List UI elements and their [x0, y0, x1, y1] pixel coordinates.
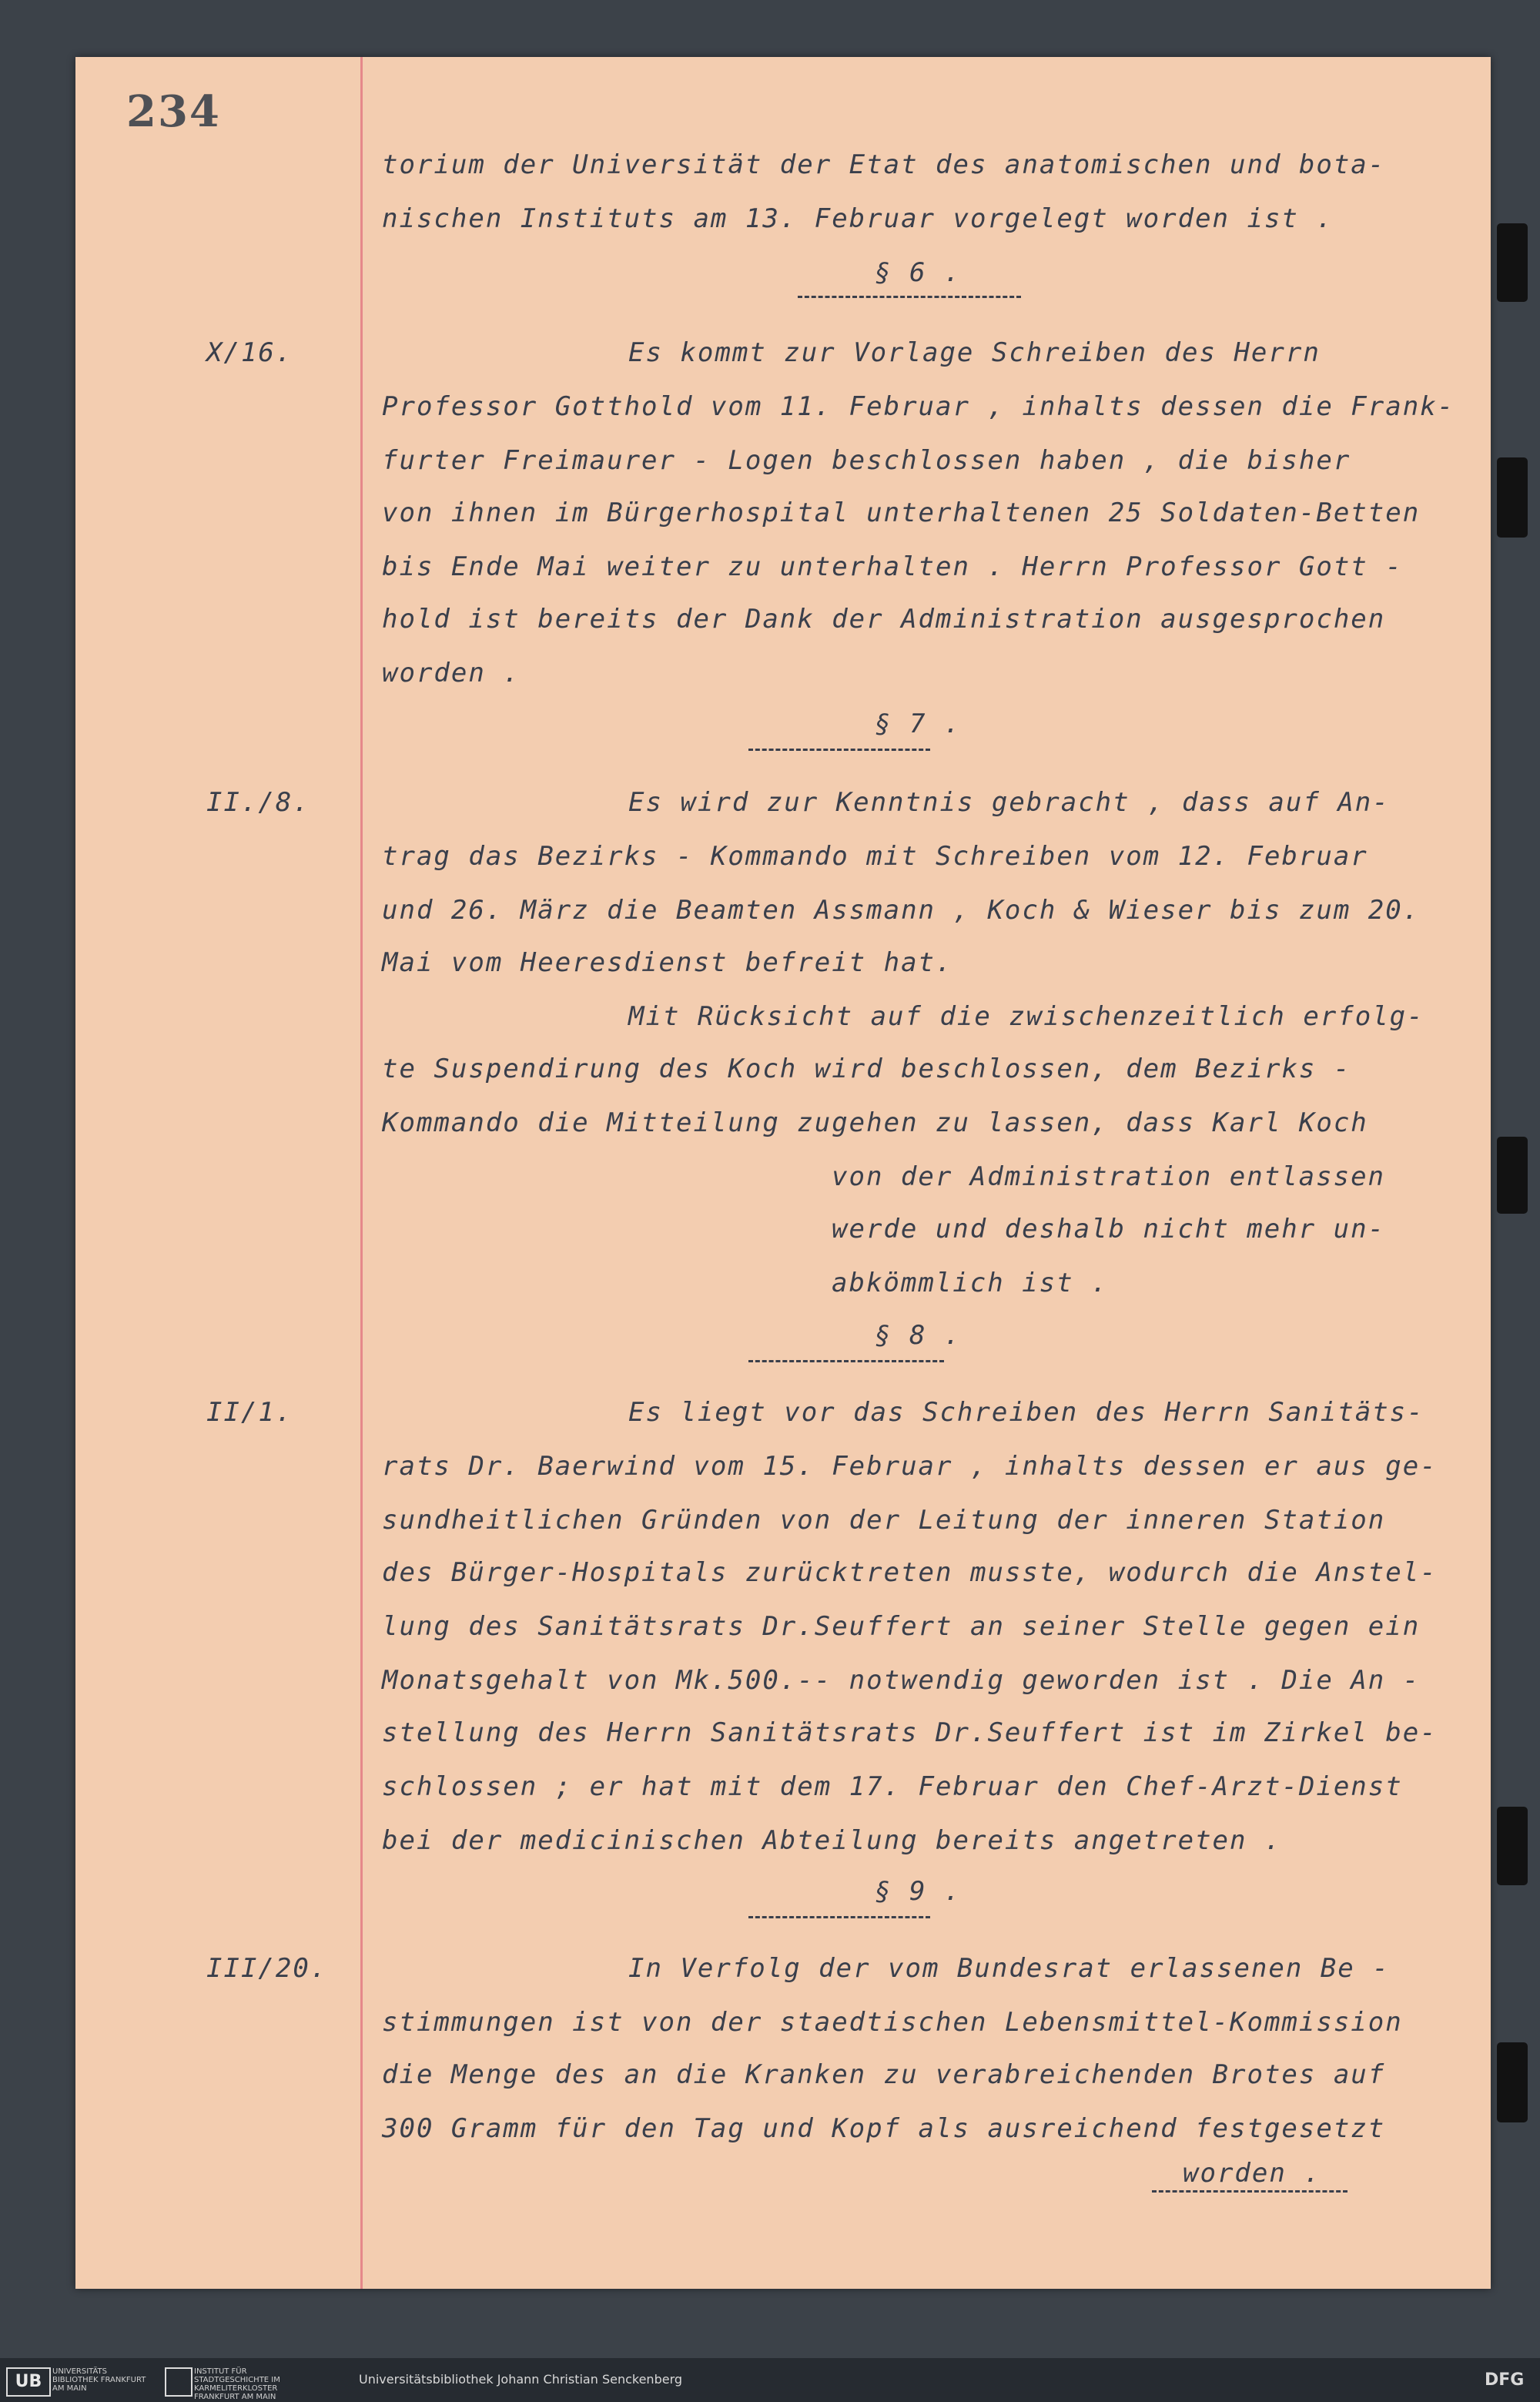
text-line: Mit Rücksicht auf die zwischenzeitlich erfolg- [628, 1001, 1424, 1032]
text-line: stellung des Herrn Sanitätsrats Dr.Seuffert ist im Zirkel be- [382, 1717, 1438, 1748]
text-line: worden . [382, 658, 521, 688]
text-line: worden . [1183, 2158, 1321, 2189]
library-name: Universitätsbibliothek Johann Christian Senckenberg [359, 2372, 683, 2387]
text-line: nischen Instituts am 13. Februar vorgelegt worden ist . [382, 203, 1334, 234]
ub-logo: UB [6, 2367, 51, 2397]
text-line: werde und deshalb nicht mehr un- [832, 1214, 1386, 1245]
document-page [75, 57, 1491, 2289]
margin-rule [360, 57, 363, 2289]
section-underline [748, 749, 930, 751]
text-line: Monatsgehalt von Mk.500.-- notwendig geworden ist . Die An - [382, 1665, 1421, 1696]
text-line: In Verfolg der vom Bundesrat erlassenen Be - [628, 1953, 1390, 1984]
ub-subtitle: UNIVERSITÄTS BIBLIOTHEK FRANKFURT AM MAIN [52, 2367, 146, 2393]
binding-tab [1497, 457, 1528, 538]
section-heading: § 7 . [875, 709, 962, 739]
text-line: furter Freimaurer - Logen beschlossen haben , die bisher [382, 445, 1351, 476]
text-line: schlossen ; er hat mit dem 17. Februar den Chef-Arzt-Dienst [382, 1771, 1403, 1802]
text-line: stimmungen ist von der staedtischen Lebensmittel-Kommission [382, 2007, 1403, 2038]
text-line: abkömmlich ist . [832, 1268, 1109, 1298]
text-line: rats Dr. Baerwind vom 15. Februar , inhalts dessen er aus ge- [382, 1451, 1438, 1482]
text-line: sundheitlichen Gründen von der Leitung der inneren Station [382, 1505, 1386, 1536]
margin-note: X/16. [206, 337, 293, 368]
binding-tab [1497, 2042, 1528, 2122]
closing-underline [1152, 2190, 1348, 2193]
text-line: hold ist bereits der Dank der Administration ausgesprochen [382, 604, 1386, 635]
margin-note: II/1. [206, 1397, 293, 1428]
text-line: von der Administration entlassen [832, 1161, 1386, 1192]
text-line: te Suspendirung des Koch wird beschlossen, dem Bezirks - [382, 1054, 1351, 1084]
text-line: Mai vom Heeresdienst befreit hat. [382, 947, 953, 978]
text-line: trag das Bezirks - Kommando mit Schreiben vom 12. Februar [382, 841, 1368, 872]
section-heading: § 9 . [875, 1876, 962, 1907]
text-line: Es wird zur Kenntnis gebracht , dass auf An- [628, 787, 1390, 818]
binding-tab [1497, 1807, 1528, 1885]
text-line: des Bürger-Hospitals zurücktreten musste, wodurch die Anstel- [382, 1557, 1438, 1588]
text-line: 300 Gramm für den Tag und Kopf als ausreichend festgesetzt [382, 2113, 1386, 2144]
margin-note: III/20. [206, 1953, 328, 1984]
text-line: die Menge des an die Kranken zu verabreichenden Brotes auf [382, 2059, 1386, 2090]
page-number: 234 [126, 86, 221, 137]
section-underline [748, 1360, 944, 1362]
text-line: bei der medicinischen Abteilung bereits angetreten . [382, 1825, 1282, 1856]
text-line: von ihnen im Bürgerhospital unterhaltenen 25 Soldaten-Betten [382, 497, 1421, 528]
section-underline [798, 296, 1021, 298]
isg-logo-icon [165, 2367, 192, 2397]
text-line: Es kommt zur Vorlage Schreiben des Herrn [628, 337, 1321, 368]
text-line: und 26. März die Beamten Assmann , Koch & Wieser bis zum 20. [382, 895, 1421, 926]
binding-tab [1497, 223, 1528, 302]
margin-note: II./8. [206, 787, 310, 818]
section-heading: § 6 . [875, 257, 962, 288]
text-line: torium der Universität der Etat des anatomischen und bota- [382, 149, 1386, 180]
dfg-logo: DFG [1485, 2370, 1525, 2390]
text-line: lung des Sanitätsrats Dr.Seuffert an seiner Stelle gegen ein [382, 1611, 1421, 1642]
section-underline [748, 1916, 930, 1918]
footer-bar [0, 2358, 1540, 2402]
text-line: Professor Gotthold vom 11. Februar , inhalts dessen die Frank- [382, 391, 1455, 422]
section-heading: § 8 . [875, 1320, 962, 1351]
text-line: bis Ende Mai weiter zu unterhalten . Herrn Professor Gott - [382, 551, 1403, 582]
text-line: Es liegt vor das Schreiben des Herrn Sanitäts- [628, 1397, 1424, 1428]
text-line: Kommando die Mitteilung zugehen zu lassen, dass Karl Koch [382, 1107, 1368, 1138]
binding-tab [1497, 1137, 1528, 1214]
isg-subtitle: INSTITUT FÜR STADTGESCHICHTE IM KARMELITERKLOSTER FRANKFURT AM MAIN [194, 2367, 280, 2401]
